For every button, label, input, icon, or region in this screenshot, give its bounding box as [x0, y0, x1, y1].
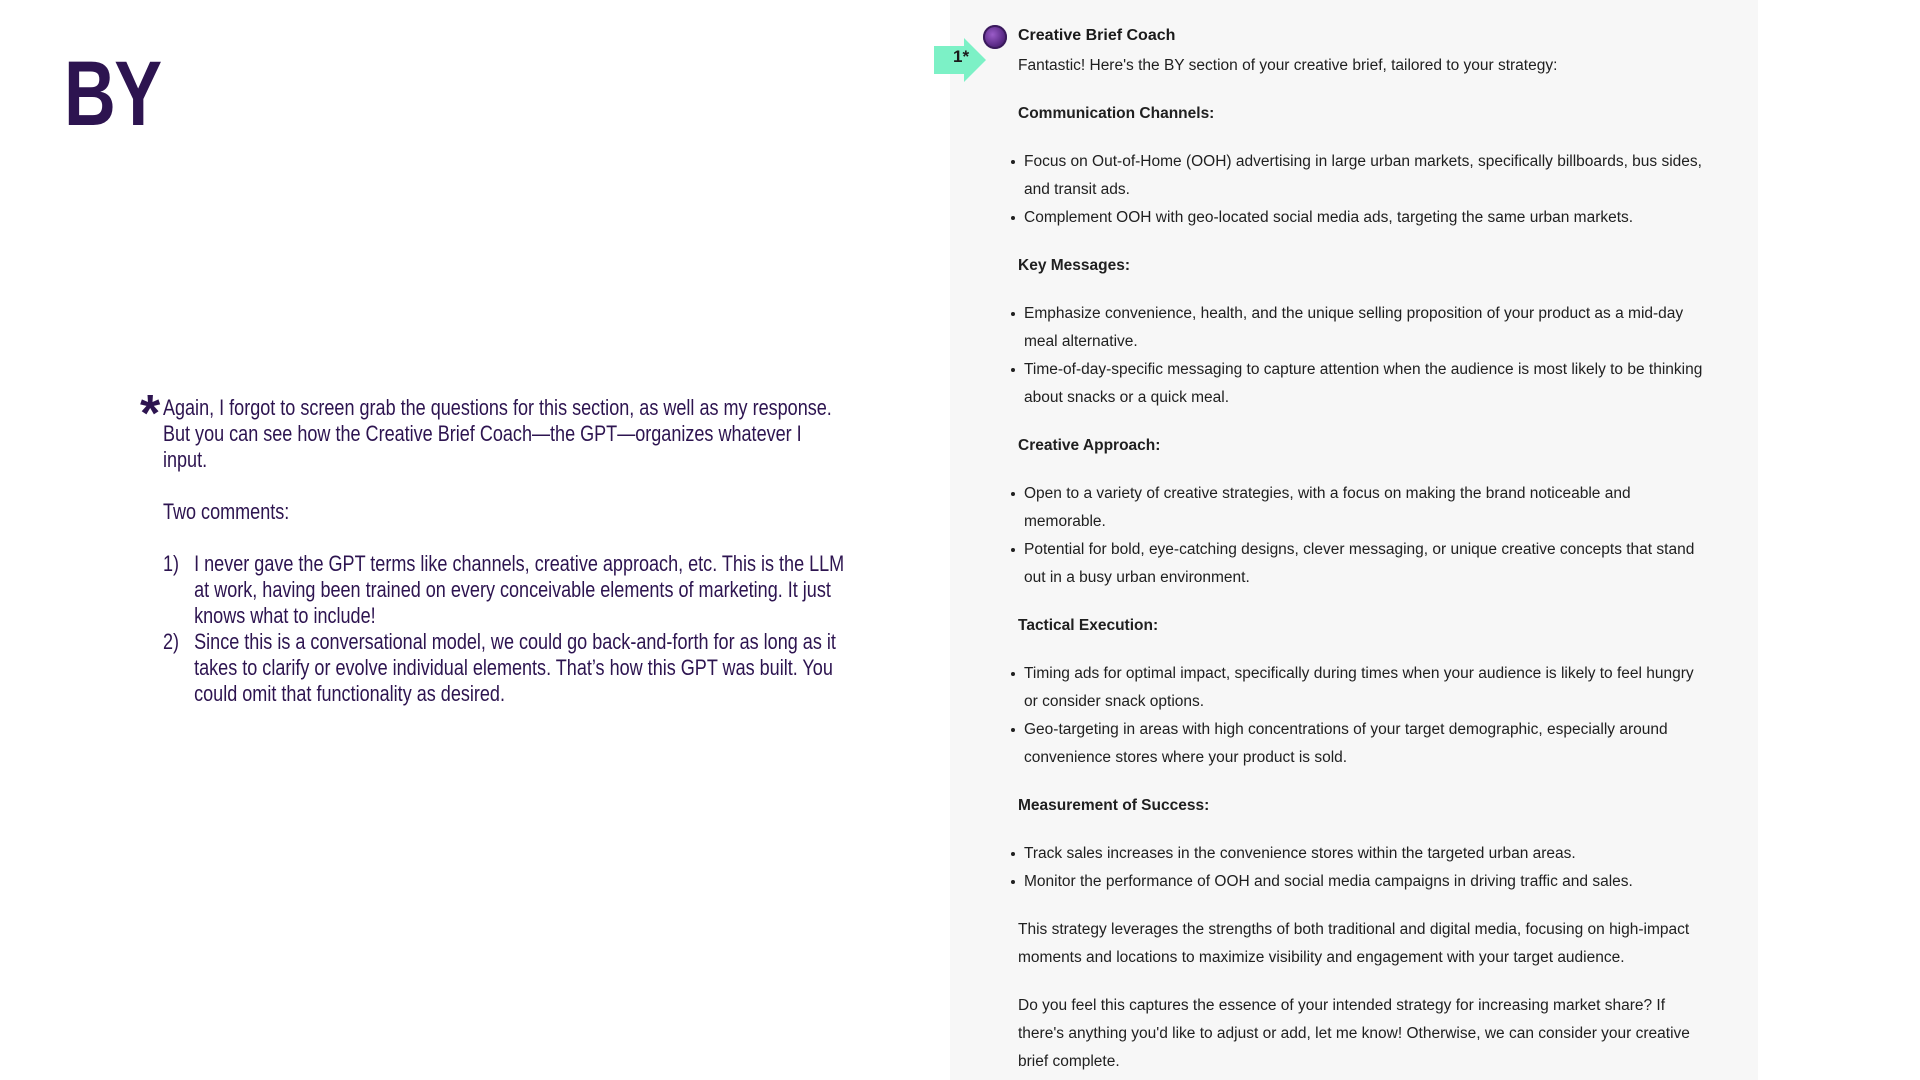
bullet-list: [1018, 300, 1708, 412]
section-heading: Communication Channels:: [1018, 105, 1215, 122]
bullet-list: [1018, 840, 1708, 896]
asterisk-marker: *: [140, 385, 161, 443]
marker-label: 1*: [953, 47, 970, 66]
bullet-list: [1018, 480, 1708, 592]
list-item: Potential for bold, eye-catching designs, clever messaging, or unique creative concepts that stand out in a busy urban environment.: [1018, 536, 1708, 592]
note-paragraph: Again, I forgot to screen grab the questions for this section, as well as my response. But you can see how the Creative Brief Coach—the GPT—organizes whatever I input.: [162, 395, 832, 472]
chat-message: [1018, 52, 1708, 1076]
closing-paragraph: Do you feel this captures the essence of your intended strategy for increasing market share? If there's anything you'd like to adjust or add, let me know! Otherwise, we can consider your creative brief complete.: [1018, 997, 1690, 1070]
presenter-note: [140, 395, 920, 707]
section-heading: Measurement of Success:: [1018, 797, 1210, 814]
sender-name: Creative Brief Coach: [1018, 27, 1176, 44]
note-paragraph: Two comments:: [162, 499, 290, 524]
comment-text: I never gave the GPT terms like channels, creative approach, etc. This is the LLM at work, having been trained on every conceivable elements of marketing. It just knows what to include!: [194, 551, 845, 628]
list-item: Open to a variety of creative strategies, with a focus on making the brand noticeable and memorable.: [1018, 480, 1708, 536]
comments-list: [163, 551, 845, 707]
slide-title: BY: [64, 43, 161, 145]
list-item: Monitor the performance of OOH and social media campaigns in driving traffic and sales.: [1018, 868, 1708, 896]
section-heading: Key Messages:: [1018, 257, 1131, 274]
section-heading: Creative Approach:: [1018, 437, 1161, 454]
comment-item: [163, 629, 845, 707]
list-item: Emphasize convenience, health, and the unique selling proposition of your product as a mid-day meal alternative.: [1018, 300, 1708, 356]
list-item: Timing ads for optimal impact, specifically during times when your audience is likely to feel hungry or consider snack options.: [1018, 660, 1708, 716]
list-item: Geo-targeting in areas with high concentrations of your target demographic, especially around convenience stores where your product is sold.: [1018, 716, 1708, 772]
list-item: Track sales increases in the convenience stores within the targeted urban areas.: [1018, 840, 1708, 868]
bullet-list: [1018, 660, 1708, 772]
list-item: Complement OOH with geo-located social media ads, targeting the same urban markets.: [1018, 204, 1708, 232]
list-item: Time-of-day-specific messaging to capture attention when the audience is most likely to be thinking about snacks or a quick meal.: [1018, 356, 1708, 412]
comment-item: [163, 551, 845, 629]
comment-number: 1): [162, 551, 180, 576]
message-intro: Fantastic! Here's the BY section of your creative brief, tailored to your strategy:: [1018, 57, 1558, 74]
comment-text: Since this is a conversational model, we could go back-and-forth for as long as it takes to clarify or evolve individual elements. That’s how this GPT was built. You could omit that functionality as desired.: [194, 629, 836, 706]
bullet-list: [1018, 148, 1708, 232]
closing-paragraph: This strategy leverages the strengths of both traditional and digital media, focusing on high-impact moments and locations to maximize visibility and engagement with your target audience.: [1018, 921, 1690, 966]
section-heading: Tactical Execution:: [1018, 617, 1159, 634]
list-item: Focus on Out-of-Home (OOH) advertising in large urban markets, specifically billboards, bus sides, and transit ads.: [1018, 148, 1708, 204]
comment-number: 2): [162, 629, 180, 654]
